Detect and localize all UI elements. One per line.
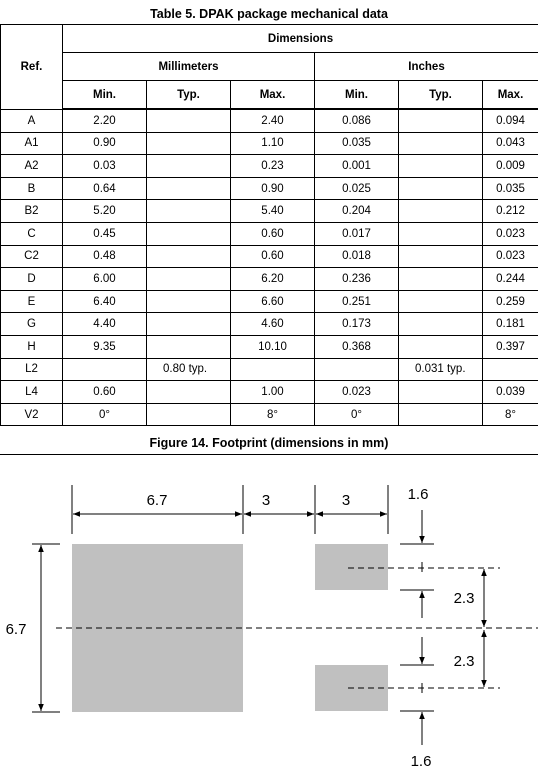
dim-label-small-pad-height-bottom: 1.6 xyxy=(411,753,432,770)
cell-mm-min: 0.48 xyxy=(63,245,147,268)
cell-in-min: 0.025 xyxy=(315,177,399,200)
table-row xyxy=(1,403,538,426)
table-row xyxy=(1,132,538,155)
cell-mm-max: 4.60 xyxy=(231,313,315,336)
table-row xyxy=(1,155,538,178)
dim-label-pitch-bottom: 2.3 xyxy=(454,653,475,670)
cell-ref: D xyxy=(1,268,63,291)
cell-ref: A xyxy=(1,109,63,132)
cell-mm-typ xyxy=(147,222,231,245)
cell-mm-min xyxy=(63,358,147,381)
cell-mm-min: 0° xyxy=(63,403,147,426)
cell-in-min: 0.023 xyxy=(315,381,399,404)
dim-label-small-pad-width: 3 xyxy=(342,492,350,509)
cell-in-max: 0.035 xyxy=(483,177,538,200)
cell-mm-min: 9.35 xyxy=(63,335,147,358)
cell-in-max: 8° xyxy=(483,403,538,426)
header-in-typ: Typ. xyxy=(399,81,483,110)
cell-mm-max: 5.40 xyxy=(231,200,315,223)
header-dimensions: Dimensions xyxy=(63,25,538,53)
cell-in-min: 0.173 xyxy=(315,313,399,336)
cell-in-typ xyxy=(399,290,483,313)
cell-mm-typ xyxy=(147,335,231,358)
cell-mm-typ xyxy=(147,268,231,291)
cell-ref: E xyxy=(1,290,63,313)
cell-mm-min: 0.60 xyxy=(63,381,147,404)
cell-in-typ xyxy=(399,177,483,200)
cell-in-typ xyxy=(399,268,483,291)
cell-in-max: 0.039 xyxy=(483,381,538,404)
cell-mm-max: 10.10 xyxy=(231,335,315,358)
cell-mm-typ xyxy=(147,200,231,223)
cell-in-min: 0° xyxy=(315,403,399,426)
cell-mm-typ xyxy=(147,177,231,200)
cell-in-typ xyxy=(399,132,483,155)
cell-mm-max: 1.10 xyxy=(231,132,315,155)
cell-mm-max: 0.60 xyxy=(231,222,315,245)
cell-mm-min: 6.40 xyxy=(63,290,147,313)
table-title: Table 5. DPAK package mechanical data xyxy=(0,6,538,22)
cell-ref: B2 xyxy=(1,200,63,223)
dim-label-gap: 3 xyxy=(262,492,270,509)
cell-in-max: 0.023 xyxy=(483,245,538,268)
table-row xyxy=(1,358,538,381)
mechanical-data-table xyxy=(0,24,538,426)
cell-in-max: 0.259 xyxy=(483,290,538,313)
header-mm-typ: Typ. xyxy=(147,81,231,110)
table-row xyxy=(1,313,538,336)
cell-mm-typ: 0.80 typ. xyxy=(147,358,231,381)
table-row xyxy=(1,335,538,358)
cell-mm-max: 0.90 xyxy=(231,177,315,200)
cell-mm-typ xyxy=(147,132,231,155)
cell-mm-min: 0.64 xyxy=(63,177,147,200)
cell-mm-max: 6.60 xyxy=(231,290,315,313)
cell-in-typ xyxy=(399,381,483,404)
table-row xyxy=(1,200,538,223)
header-mm-max: Max. xyxy=(231,81,315,110)
cell-mm-min: 0.90 xyxy=(63,132,147,155)
header-inches: Inches xyxy=(315,53,538,81)
figure-title: Figure 14. Footprint (dimensions in mm) xyxy=(0,435,538,451)
cell-in-min: 0.204 xyxy=(315,200,399,223)
cell-mm-max: 1.00 xyxy=(231,381,315,404)
cell-in-min: 0.017 xyxy=(315,222,399,245)
cell-mm-max: 8° xyxy=(231,403,315,426)
table-row xyxy=(1,381,538,404)
cell-ref: C xyxy=(1,222,63,245)
cell-in-max: 0.212 xyxy=(483,200,538,223)
cell-in-min: 0.236 xyxy=(315,268,399,291)
cell-ref: B xyxy=(1,177,63,200)
cell-in-typ xyxy=(399,335,483,358)
cell-mm-typ xyxy=(147,155,231,178)
cell-mm-max: 2.40 xyxy=(231,109,315,132)
cell-mm-typ xyxy=(147,245,231,268)
cell-in-min xyxy=(315,358,399,381)
cell-in-min: 0.018 xyxy=(315,245,399,268)
table-row xyxy=(1,222,538,245)
cell-in-max: 0.009 xyxy=(483,155,538,178)
cell-mm-max xyxy=(231,358,315,381)
cell-in-typ xyxy=(399,155,483,178)
cell-mm-max: 6.20 xyxy=(231,268,315,291)
cell-mm-typ xyxy=(147,381,231,404)
cell-in-typ xyxy=(399,200,483,223)
cell-ref: C2 xyxy=(1,245,63,268)
table-row xyxy=(1,245,538,268)
cell-in-max: 0.094 xyxy=(483,109,538,132)
cell-ref: V2 xyxy=(1,403,63,426)
cell-in-typ xyxy=(399,245,483,268)
cell-mm-min: 2.20 xyxy=(63,109,147,132)
cell-in-typ xyxy=(399,403,483,426)
footprint-figure xyxy=(0,454,538,772)
header-mm-min: Min. xyxy=(63,81,147,110)
dim-label-pitch-top: 2.3 xyxy=(454,590,475,607)
table-row xyxy=(1,290,538,313)
dim-label-pad-width: 6.7 xyxy=(147,492,168,509)
header-in-min: Min. xyxy=(315,81,399,110)
cell-in-max: 0.397 xyxy=(483,335,538,358)
cell-in-typ xyxy=(399,313,483,336)
cell-ref: A2 xyxy=(1,155,63,178)
cell-ref: G xyxy=(1,313,63,336)
cell-mm-max: 0.60 xyxy=(231,245,315,268)
cell-ref: A1 xyxy=(1,132,63,155)
dim-label-small-pad-height-top: 1.6 xyxy=(408,486,429,503)
cell-ref: L4 xyxy=(1,381,63,404)
cell-in-min: 0.251 xyxy=(315,290,399,313)
cell-in-max: 0.181 xyxy=(483,313,538,336)
cell-in-min: 0.086 xyxy=(315,109,399,132)
cell-mm-typ xyxy=(147,109,231,132)
cell-in-typ xyxy=(399,222,483,245)
cell-in-max: 0.244 xyxy=(483,268,538,291)
cell-mm-max: 0.23 xyxy=(231,155,315,178)
cell-mm-min: 0.45 xyxy=(63,222,147,245)
header-in-max: Max. xyxy=(483,81,538,110)
table-body xyxy=(1,109,538,426)
cell-in-min: 0.368 xyxy=(315,335,399,358)
header-ref: Ref. xyxy=(1,25,63,110)
table-row xyxy=(1,268,538,291)
cell-in-min: 0.035 xyxy=(315,132,399,155)
cell-in-max: 0.023 xyxy=(483,222,538,245)
cell-mm-typ xyxy=(147,290,231,313)
cell-mm-min: 0.03 xyxy=(63,155,147,178)
cell-in-max: 0.043 xyxy=(483,132,538,155)
cell-mm-min: 5.20 xyxy=(63,200,147,223)
cell-in-max xyxy=(483,358,538,381)
table-row xyxy=(1,109,538,132)
cell-in-typ xyxy=(399,109,483,132)
small-pad-top xyxy=(315,544,388,590)
cell-ref: L2 xyxy=(1,358,63,381)
cell-mm-min: 4.40 xyxy=(63,313,147,336)
cell-in-min: 0.001 xyxy=(315,155,399,178)
footprint-drawing xyxy=(0,455,538,772)
dim-label-pad-height: 6.7 xyxy=(6,621,27,638)
cell-mm-min: 6.00 xyxy=(63,268,147,291)
cell-mm-typ xyxy=(147,313,231,336)
cell-mm-typ xyxy=(147,403,231,426)
cell-ref: H xyxy=(1,335,63,358)
header-millimeters: Millimeters xyxy=(63,53,315,81)
table-row xyxy=(1,177,538,200)
cell-in-typ: 0.031 typ. xyxy=(399,358,483,381)
